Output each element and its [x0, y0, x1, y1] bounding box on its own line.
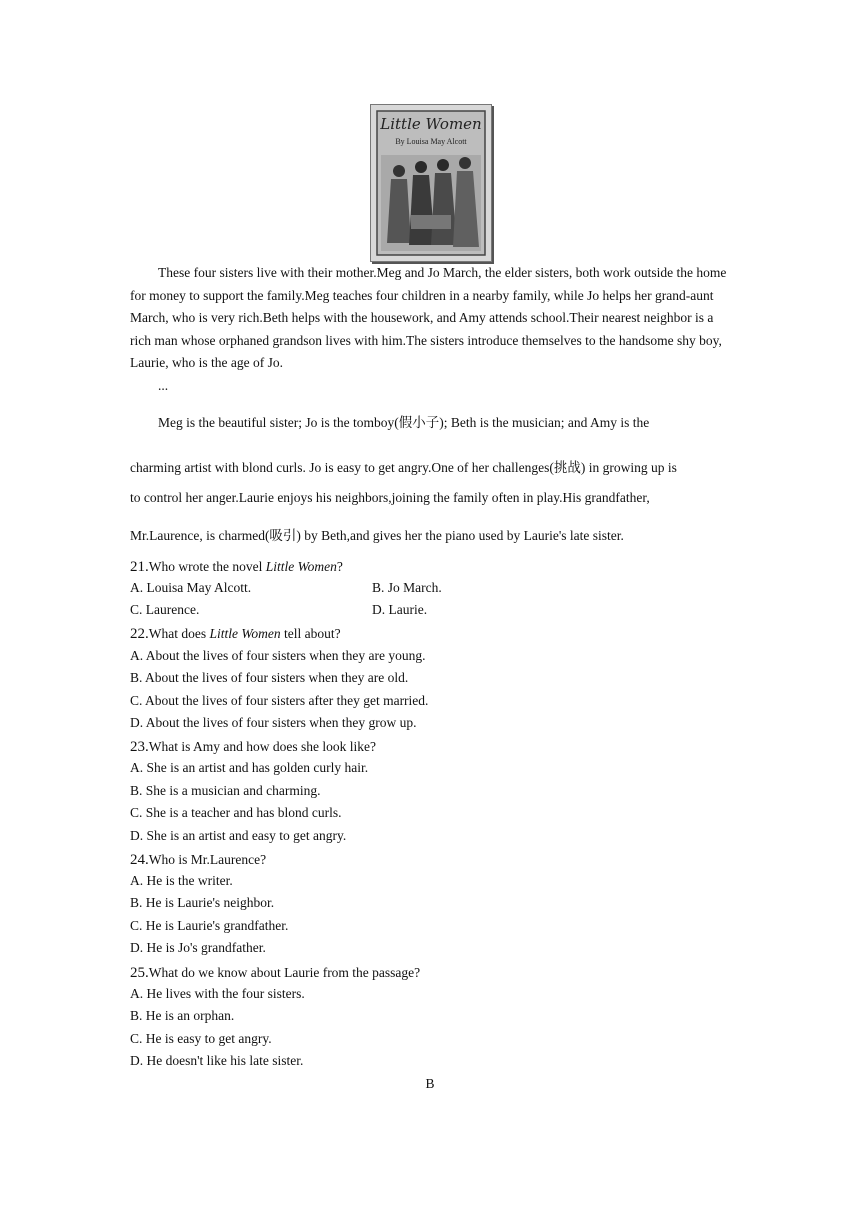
question-text-end: tell about?	[280, 626, 341, 641]
cover-title: Little Women	[380, 115, 482, 133]
section-label: B	[425, 1076, 435, 1091]
question-italic-title: Little Women	[209, 626, 281, 641]
question-text: What do we know about Laurie from the passage?	[148, 965, 421, 980]
question-text-end: ?	[336, 559, 343, 574]
option-22-a[interactable]: A. About the lives of four sisters when they are young.	[130, 648, 426, 663]
passage-paragraph-1: These four sisters live with their mother.Meg and Jo March, the elder sisters, both work outside the home for money to support the family.Meg teaches four children in a nearby family, while Jo helps her grand-aunt March, who is very rich.Beth helps with the housework, and Amy attends school.Their nearest neighbor is a rich man whose orphaned grandson lives with him.The sisters introduce themselves to the handsome shy boy, Laurie, who is the age of Jo.	[130, 265, 727, 371]
option-22-b[interactable]: B. About the lives of four sisters when they are old.	[130, 670, 409, 685]
option-21-a[interactable]: A. Louisa May Alcott.	[130, 580, 252, 595]
question-italic-title: Little Women	[265, 559, 337, 574]
question-number: 22.	[130, 626, 149, 642]
question-number: 25.	[130, 965, 149, 981]
question-25	[130, 962, 420, 985]
passage-paragraph-2-line-1: Meg is the beautiful sister; Jo is the tomboy(假小子); Beth is the musician; and Amy is the	[158, 415, 650, 430]
passage-ellipsis: ...	[158, 378, 169, 393]
question-text: What does	[148, 626, 210, 641]
question-text: Who is Mr.Laurence?	[148, 852, 267, 867]
question-22	[130, 623, 341, 646]
option-25-d[interactable]: D. He doesn't like his late sister.	[130, 1053, 304, 1068]
book-cover-image	[370, 104, 492, 262]
passage-paragraph-2-line-3: to control her anger.Laurie enjoys his neighbors,joining the family often in play.His grandfather,	[130, 490, 650, 505]
question-21	[130, 556, 343, 579]
question-number: 23.	[130, 739, 149, 755]
question-23	[130, 736, 376, 759]
passage-paragraph-2-line-2: charming artist with blond curls. Jo is easy to get angry.One of her challenges(挑战) in growing up is	[130, 460, 677, 475]
option-25-b[interactable]: B. He is an orphan.	[130, 1008, 235, 1023]
option-24-a[interactable]: A. He is the writer.	[130, 873, 233, 888]
question-number: 24.	[130, 852, 149, 868]
option-23-d[interactable]: D. She is an artist and easy to get angry.	[130, 828, 347, 843]
option-21-c[interactable]: C. Laurence.	[130, 602, 200, 617]
option-25-a[interactable]: A. He lives with the four sisters.	[130, 986, 305, 1001]
option-23-b[interactable]: B. She is a musician and charming.	[130, 783, 321, 798]
option-22-d[interactable]: D. About the lives of four sisters when they grow up.	[130, 715, 417, 730]
option-21-b[interactable]: B. Jo March.	[372, 580, 442, 595]
option-21-d[interactable]: D. Laurie.	[372, 602, 428, 617]
option-25-c[interactable]: C. He is easy to get angry.	[130, 1031, 272, 1046]
option-23-a[interactable]: A. She is an artist and has golden curly hair.	[130, 760, 369, 775]
passage-paragraph-2-line-4: Mr.Laurence, is charmed(吸引) by Beth,and gives her the piano used by Laurie's late sister.	[130, 528, 624, 543]
question-text: Who wrote the novel	[148, 559, 266, 574]
option-24-c[interactable]: C. He is Laurie's grandfather.	[130, 918, 289, 933]
option-22-c[interactable]: C. About the lives of four sisters after they get married.	[130, 693, 429, 708]
option-23-c[interactable]: C. She is a teacher and has blond curls.	[130, 805, 342, 820]
option-24-d[interactable]: D. He is Jo's grandfather.	[130, 940, 266, 955]
question-number: 21.	[130, 559, 149, 575]
cover-author: By Louisa May Alcott	[395, 137, 467, 146]
option-24-b[interactable]: B. He is Laurie's neighbor.	[130, 895, 275, 910]
question-24	[130, 849, 266, 872]
question-text: What is Amy and how does she look like?	[148, 739, 376, 754]
